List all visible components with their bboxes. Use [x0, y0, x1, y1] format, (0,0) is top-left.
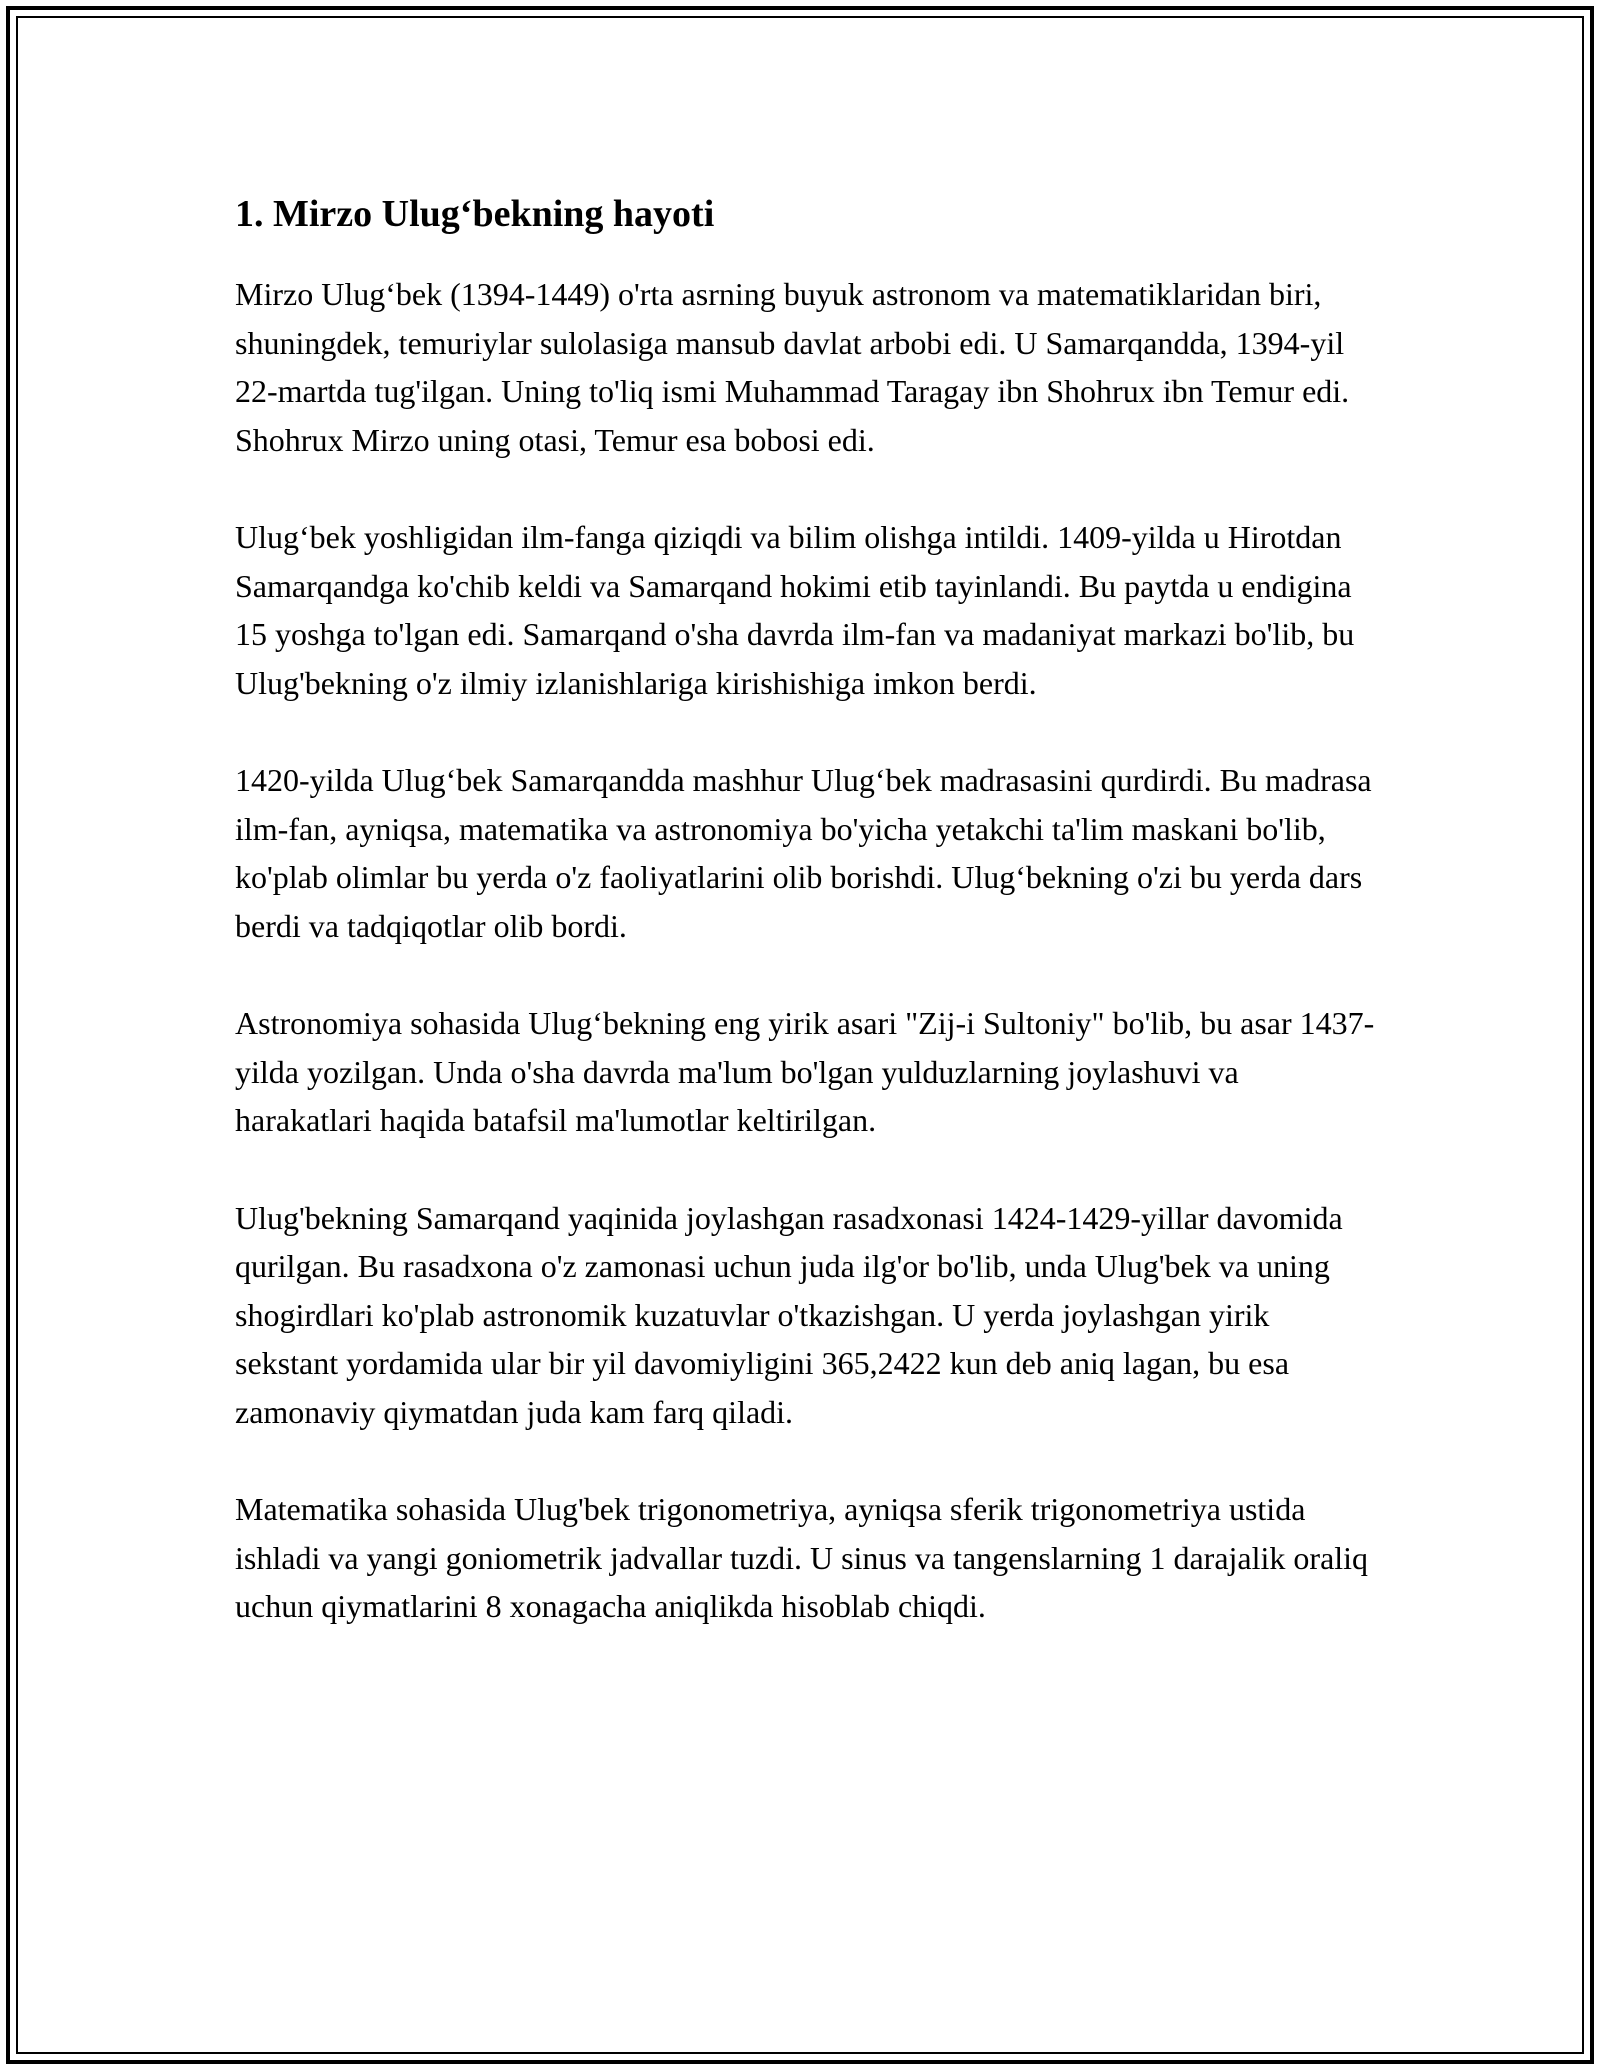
paragraph-observatory: Ulug'bekning Samarqand yaqinida joylashgan rasadxonasi 1424-1429-yillar davomida qurilgan. Bu rasadxona o'z zamonasi uchun juda ilg'or bo'lib, unda Ulug'bek va uning shogirdlari ko'plab astronomik kuzatuvlar o'tkazishgan. U yerda joylashgan yirik sekstant yordamida ular bir yil davomiyligini 365,2422 kun deb aniq lagan, bu esa zamonaviy qiymatdan juda kam farq qiladi.	[235, 1199, 1343, 1430]
document-body	[235, 188, 1375, 1680]
paragraph-madrasa: 1420-yilda Ulug‘bek Samarqandda mashhur Ulug‘bek madrasasini qurdirdi. Bu madrasa ilm-fan, ayniqsa, matematika va astronomiya bo'yicha yetakchi ta'lim maskani bo'lib, ko'plab olimlar bu yerda o'z faoliyatlarini olib borishdi. Ulug‘bekning o'zi bu yerda dars berdi va tadqiqotlar olib bordi.	[235, 762, 1372, 944]
paragraph-biography: Mirzo Ulug‘bek (1394-1449) o'rta asrning buyuk astronom va matematiklaridan biri, shuningdek, temuriylar sulolasiga mansub davlat arbobi edi. U Samarqandda, 1394-yil 22-martda tug'ilgan. Uning to'liq ismi Muhammad Taragay ibn Shohrux ibn Temur edi. Shohrux Mirzo uning otasi, Temur esa bobosi edi.	[235, 276, 1350, 458]
paragraph-youth: Ulug‘bek yoshligidan ilm-fanga qiziqdi va bilim olishga intildi. 1409-yilda u Hirotdan Samarqandga ko'chib keldi va Samarqand hokimi etib tayinlandi. Bu paytda u endigina 15 yoshga to'lgan edi. Samarqand o'sha davrda ilm-fan va madaniyat markazi bo'lib, bu Ulug'bekning o'z ilmiy izlanishlariga kirishishiga imkon berdi.	[235, 519, 1355, 701]
paragraph-zij: Astronomiya sohasida Ulug‘bekning eng yirik asari "Zij-i Sultoniy" bo'lib, bu asar 1437-yilda yozilgan. Unda o'sha davrda ma'lum bo'lgan yulduzlarning joylashuvi va harakatlari haqida batafsil ma'lumotlar keltirilgan.	[235, 1005, 1375, 1138]
section-heading: 1. Mirzo Ulug‘bekning hayoti	[235, 193, 715, 235]
paragraph-mathematics: Matematika sohasida Ulug'bek trigonometriya, ayniqsa sferik trigonometriya ustida ishladi va yangi goniometrik jadvallar tuzdi. U sinus va tangenslarning 1 darajalik oraliq uchun qiymatlarini 8 xonagacha aniqlikda hisoblab chiqdi.	[235, 1491, 1369, 1624]
